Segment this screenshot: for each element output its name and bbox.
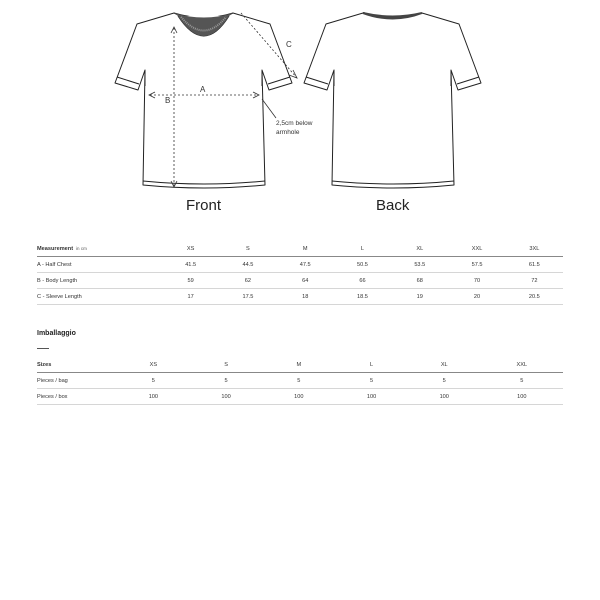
armhole-note-line1: 2,5cm below [276, 120, 313, 127]
row-label: Pieces / bag [37, 377, 68, 384]
table-cell: 5 [520, 377, 524, 384]
table-cell: 18 [302, 293, 309, 300]
table-cell: 20 [473, 293, 481, 300]
table-row [37, 273, 563, 289]
size-header: L [360, 245, 365, 252]
marker-a: A [200, 85, 206, 94]
table-row [37, 289, 563, 305]
table-cell: 17.5 [242, 293, 254, 300]
table-cell: 5 [297, 377, 301, 384]
table-cell: 72 [531, 277, 538, 284]
size-header: XXL [471, 245, 483, 252]
table-cell: 100 [439, 393, 449, 400]
table-cell: 100 [148, 393, 159, 400]
table-cell: 59 [187, 277, 194, 284]
table-cell: 57.5 [471, 261, 483, 268]
size-header: L [369, 361, 374, 368]
tshirt-technical-drawing [0, 0, 600, 220]
packaging-title: Imballaggio [37, 330, 76, 337]
measurement-header-label: Measurement [37, 245, 74, 252]
table-row [37, 389, 563, 405]
table-cell: 5 [224, 377, 228, 384]
table-cell: 5 [369, 377, 374, 384]
table-cell: 20.5 [528, 293, 540, 300]
table-cell: 62 [244, 277, 252, 284]
table-cell: 53.5 [414, 261, 426, 268]
measurement-header-cell [37, 241, 162, 257]
marker-c: C [286, 40, 292, 49]
back-view-label: Back [376, 197, 410, 214]
size-header: XL [440, 361, 448, 368]
packaging-header-label: Sizes [37, 361, 52, 368]
size-header: S [246, 245, 250, 252]
measurement-header-row [37, 241, 563, 257]
size-header: M [302, 245, 308, 252]
packaging-header-row [37, 357, 563, 373]
marker-b: B [165, 96, 171, 105]
table-cell: 18.5 [357, 293, 368, 300]
measurement-unit: in cm [76, 245, 87, 251]
table-cell: 61.5 [528, 261, 540, 268]
table-cell: 64 [302, 277, 309, 284]
table-cell: 47.5 [299, 261, 311, 268]
table-row [37, 373, 563, 389]
size-header: XL [416, 245, 424, 252]
size-header: 3XL [529, 245, 540, 252]
row-label: B - Body Length [37, 277, 78, 284]
table-cell: 70 [473, 277, 481, 284]
table-cell: 5 [442, 377, 446, 384]
measurement-table [37, 241, 563, 305]
size-header: XXL [516, 361, 528, 368]
table-cell: 100 [366, 393, 377, 400]
table-cell: 41.5 [185, 261, 197, 268]
packaging-title-underline [37, 348, 49, 349]
table-cell: 66 [359, 277, 366, 284]
table-cell: 50.5 [357, 261, 368, 268]
size-header: S [224, 361, 228, 368]
table-cell: 68 [416, 277, 423, 284]
size-header: M [296, 361, 302, 368]
table-cell: 44.5 [242, 261, 254, 268]
table-cell: 100 [221, 393, 231, 400]
table-cell: 100 [294, 393, 304, 400]
table-cell: 100 [517, 393, 527, 400]
armhole-note-line2: armhole [276, 129, 300, 136]
front-view-label: Front [186, 197, 222, 214]
row-label: A - Half Chest [37, 261, 72, 268]
back-tshirt-outline [304, 13, 481, 188]
row-label: C - Sleeve Length [37, 293, 82, 300]
front-tshirt-outline [115, 13, 292, 188]
table-cell: 19 [416, 293, 423, 300]
packaging-table [37, 357, 563, 405]
table-cell: 5 [151, 377, 155, 384]
size-header: XS [149, 361, 158, 368]
size-header: XS [186, 245, 195, 252]
table-cell: 17 [187, 293, 194, 300]
table-row [37, 257, 563, 273]
row-label: Pieces / box [37, 393, 68, 400]
